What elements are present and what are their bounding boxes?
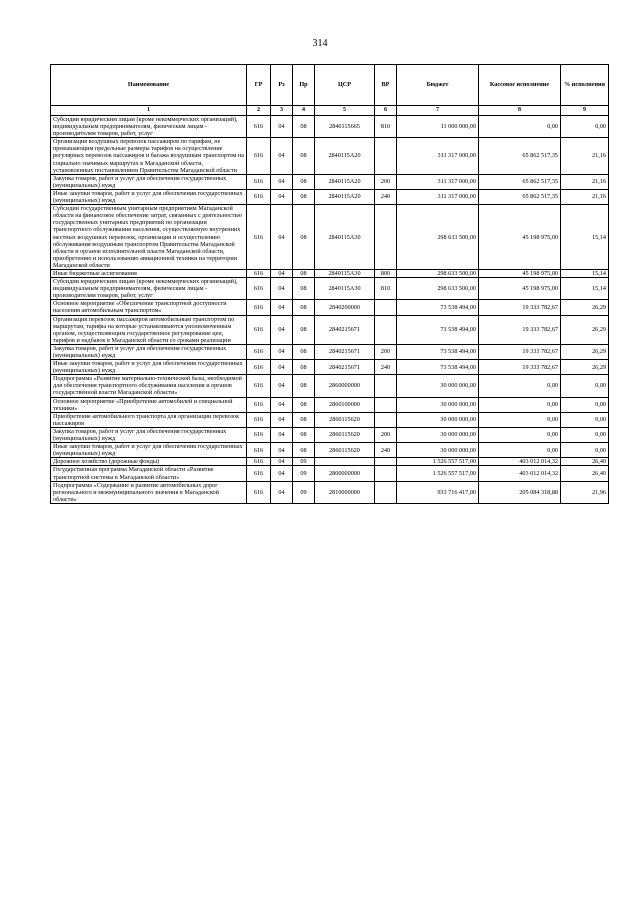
- cell-pr: 08: [293, 116, 315, 138]
- cell-cash-execution: 205 084 318,88: [479, 481, 561, 503]
- cell-rz: 04: [271, 315, 293, 344]
- table-header-row: [51, 65, 609, 106]
- cell-name: Закупка товаров, работ и услуг для обеспечения государственных (муниципальных) нужд: [51, 344, 247, 359]
- cell-rz: 04: [271, 174, 293, 189]
- cell-cash-execution: 65 862 517,35: [479, 189, 561, 204]
- table-body: [51, 116, 609, 504]
- cell-name: Организация перевозок пассажиров автомобильным транспортом по маршрутам, тарифы на которые устанавливаются уполномоченным органом, осуществляющим государственное регулирование цен, тарифов и надбавок в Магаданской области со сроками реализации: [51, 315, 247, 344]
- cell-budget: 1 526 557 517,00: [397, 466, 479, 481]
- cell-vr: [375, 397, 397, 412]
- cell-cash-execution: 19 333 782,67: [479, 300, 561, 315]
- cell-name: Подпрограмма «Развитие материально-технической базы, необходимой для обеспечения транспортного обслуживания населения и органов государственной власти Магаданской области»: [51, 375, 247, 397]
- cell-budget: 30 000 000,00: [397, 412, 479, 427]
- cell-percent: 15,14: [561, 205, 609, 270]
- cell-csr: 2810000000: [315, 481, 375, 503]
- table-row: [51, 360, 609, 375]
- header-gr: ГР: [247, 65, 271, 106]
- table-row: [51, 344, 609, 359]
- cell-percent: 0,00: [561, 443, 609, 458]
- cell-vr: [375, 300, 397, 315]
- cell-percent: 0,00: [561, 375, 609, 397]
- cell-rz: 04: [271, 269, 293, 277]
- cell-name: Закупка товаров, работ и услуг для обеспечения государственных (муниципальных) нужд: [51, 427, 247, 442]
- header-budget: Бюджет: [397, 65, 479, 106]
- cell-budget: 298 633 500,00: [397, 269, 479, 277]
- cell-percent: 21,16: [561, 174, 609, 189]
- cell-gr: 616: [247, 138, 271, 174]
- header-name: Наименование: [51, 65, 247, 106]
- cell-vr: 240: [375, 360, 397, 375]
- cell-csr: 2840215671: [315, 344, 375, 359]
- header-vr: ВР: [375, 65, 397, 106]
- cell-pr: 08: [293, 278, 315, 300]
- cell-budget: 73 538 494,00: [397, 344, 479, 359]
- cell-pr: 08: [293, 300, 315, 315]
- budget-execution-table: [50, 64, 609, 504]
- cell-vr: [375, 205, 397, 270]
- cell-budget: 73 538 494,00: [397, 315, 479, 344]
- table-row: [51, 116, 609, 138]
- cell-csr: 2840115665: [315, 116, 375, 138]
- cell-gr: 616: [247, 458, 271, 466]
- cell-vr: 800: [375, 269, 397, 277]
- cell-pr: 08: [293, 189, 315, 204]
- cell-cash-execution: 45 198 975,00: [479, 205, 561, 270]
- cell-budget: 311 317 000,00: [397, 174, 479, 189]
- cell-vr: 810: [375, 278, 397, 300]
- table-row: [51, 397, 609, 412]
- cell-csr: 2840115А20: [315, 174, 375, 189]
- cell-vr: 240: [375, 189, 397, 204]
- cell-vr: 240: [375, 443, 397, 458]
- cell-vr: [375, 375, 397, 397]
- table-row: [51, 375, 609, 397]
- page-number: 314: [312, 38, 328, 49]
- table-row: [51, 269, 609, 277]
- cell-gr: 616: [247, 412, 271, 427]
- cell-percent: 21,16: [561, 138, 609, 174]
- cell-rz: 04: [271, 412, 293, 427]
- cell-gr: 616: [247, 397, 271, 412]
- cell-csr: 2840115А30: [315, 205, 375, 270]
- cell-csr: 2840115А20: [315, 189, 375, 204]
- header-rz: Рз: [271, 65, 293, 106]
- cell-pr: 09: [293, 466, 315, 481]
- cell-pr: 08: [293, 397, 315, 412]
- cell-budget: 311 317 000,00: [397, 138, 479, 174]
- cell-pr: 08: [293, 315, 315, 344]
- cell-rz: 04: [271, 375, 293, 397]
- column-number: 9: [561, 106, 609, 116]
- cell-percent: 15,14: [561, 269, 609, 277]
- cell-name: Основное мероприятие «Обеспечение транспортной доступности населения автомобильным транспортом»: [51, 300, 247, 315]
- cell-percent: 0,00: [561, 412, 609, 427]
- cell-percent: 15,14: [561, 278, 609, 300]
- table-row: [51, 458, 609, 466]
- cell-cash-execution: 45 198 975,00: [479, 278, 561, 300]
- cell-gr: 616: [247, 269, 271, 277]
- table-row: [51, 278, 609, 300]
- cell-cash-execution: 403 012 014,32: [479, 458, 561, 466]
- cell-budget: 933 716 417,00: [397, 481, 479, 503]
- cell-vr: [375, 466, 397, 481]
- cell-percent: 0,00: [561, 397, 609, 412]
- cell-pr: 09: [293, 458, 315, 466]
- table-row: [51, 481, 609, 503]
- cell-budget: 73 538 494,00: [397, 360, 479, 375]
- cell-csr: 2840115А30: [315, 278, 375, 300]
- cell-gr: 616: [247, 189, 271, 204]
- table-row: [51, 205, 609, 270]
- cell-gr: 616: [247, 466, 271, 481]
- cell-percent: 26,40: [561, 458, 609, 466]
- cell-budget: 1 526 557 517,00: [397, 458, 479, 466]
- column-number: 3: [271, 106, 293, 116]
- cell-pr: 08: [293, 360, 315, 375]
- cell-gr: 616: [247, 443, 271, 458]
- cell-percent: 26,40: [561, 466, 609, 481]
- cell-percent: 26,29: [561, 300, 609, 315]
- cell-csr: 2840115А20: [315, 138, 375, 174]
- cell-budget: 30 000 000,00: [397, 427, 479, 442]
- cell-gr: 616: [247, 300, 271, 315]
- cell-budget: 73 538 494,00: [397, 300, 479, 315]
- cell-rz: 04: [271, 205, 293, 270]
- cell-csr: 2860115620: [315, 412, 375, 427]
- cell-csr: [315, 458, 375, 466]
- cell-gr: 616: [247, 278, 271, 300]
- cell-budget: 30 000 000,00: [397, 375, 479, 397]
- cell-vr: 200: [375, 427, 397, 442]
- cell-vr: [375, 481, 397, 503]
- cell-vr: 200: [375, 174, 397, 189]
- cell-rz: 04: [271, 427, 293, 442]
- cell-vr: [375, 458, 397, 466]
- cell-name: Субсидии юридическим лицам (кроме некоммерческих организаций), индивидуальным предпринимателям, физическим лицам - производителям товаров, работ, услуг: [51, 278, 247, 300]
- table-row: [51, 138, 609, 174]
- cell-gr: 616: [247, 360, 271, 375]
- cell-name: Организация воздушных перевозок пассажиров по тарифам, не превышающим предельные размеры тарифов на осуществление регулярных перевозок пассажиров и багажа воздушным транспортом на социально значимых маршрутах в Магаданской области, установленных постановлением Правительства Магаданской области: [51, 138, 247, 174]
- cell-csr: 2840215671: [315, 315, 375, 344]
- cell-pr: 08: [293, 443, 315, 458]
- cell-rz: 04: [271, 300, 293, 315]
- cell-csr: 2840115А30: [315, 269, 375, 277]
- cell-csr: 2860115620: [315, 427, 375, 442]
- table-row: [51, 315, 609, 344]
- column-number: 8: [479, 106, 561, 116]
- cell-rz: 04: [271, 466, 293, 481]
- header-csr: ЦСР: [315, 65, 375, 106]
- cell-pr: 08: [293, 412, 315, 427]
- column-number: 1: [51, 106, 247, 116]
- cell-name: Иные закупки товаров, работ и услуг для обеспечения государственных (муниципальных) нужд: [51, 189, 247, 204]
- column-number: 6: [375, 106, 397, 116]
- cell-rz: 04: [271, 344, 293, 359]
- cell-csr: 2860115620: [315, 443, 375, 458]
- cell-gr: 616: [247, 116, 271, 138]
- cell-vr: 200: [375, 344, 397, 359]
- table-row: [51, 427, 609, 442]
- cell-rz: 04: [271, 189, 293, 204]
- cell-gr: 616: [247, 174, 271, 189]
- cell-name: Приобретение автомобильного транспорта для организации перевозок пассажиров: [51, 412, 247, 427]
- cell-cash-execution: 65 862 517,35: [479, 174, 561, 189]
- cell-rz: 04: [271, 481, 293, 503]
- cell-csr: 2800000000: [315, 466, 375, 481]
- cell-budget: 311 317 000,00: [397, 189, 479, 204]
- table-row: [51, 300, 609, 315]
- cell-rz: 04: [271, 278, 293, 300]
- cell-percent: 0,00: [561, 427, 609, 442]
- cell-pr: 08: [293, 427, 315, 442]
- cell-gr: 616: [247, 205, 271, 270]
- cell-cash-execution: 0,00: [479, 397, 561, 412]
- cell-rz: 04: [271, 138, 293, 174]
- column-number: 2: [247, 106, 271, 116]
- cell-name: Основное мероприятие «Приобретение автомобилей и специальной техники»: [51, 397, 247, 412]
- table-row: [51, 466, 609, 481]
- cell-cash-execution: 0,00: [479, 375, 561, 397]
- cell-cash-execution: 19 333 782,67: [479, 360, 561, 375]
- header-percent-execution: % исполнения: [561, 65, 609, 106]
- cell-rz: 04: [271, 443, 293, 458]
- cell-csr: 2860100000: [315, 397, 375, 412]
- cell-csr: 2840215671: [315, 360, 375, 375]
- cell-budget: 298 633 500,00: [397, 278, 479, 300]
- column-number: 4: [293, 106, 315, 116]
- cell-percent: 26,29: [561, 344, 609, 359]
- cell-pr: 08: [293, 205, 315, 270]
- cell-cash-execution: 0,00: [479, 116, 561, 138]
- cell-name: Иные закупки товаров, работ и услуг для обеспечения государственных (муниципальных) нужд: [51, 443, 247, 458]
- cell-pr: 08: [293, 138, 315, 174]
- cell-rz: 04: [271, 397, 293, 412]
- cell-cash-execution: 19 333 782,67: [479, 344, 561, 359]
- cell-budget: 298 633 500,00: [397, 205, 479, 270]
- table-row: [51, 412, 609, 427]
- cell-vr: [375, 138, 397, 174]
- cell-pr: 08: [293, 174, 315, 189]
- cell-gr: 616: [247, 344, 271, 359]
- table-row: [51, 443, 609, 458]
- cell-gr: 616: [247, 315, 271, 344]
- header-pr: Пр: [293, 65, 315, 106]
- table-row: [51, 189, 609, 204]
- header-cash-execution: Кассовое исполнение: [479, 65, 561, 106]
- cell-cash-execution: 403 012 014,32: [479, 466, 561, 481]
- cell-rz: 04: [271, 116, 293, 138]
- cell-vr: 810: [375, 116, 397, 138]
- cell-budget: 11 000 000,00: [397, 116, 479, 138]
- cell-name: Иные закупки товаров, работ и услуг для обеспечения государственных (муниципальных) нужд: [51, 360, 247, 375]
- cell-name: Закупка товаров, работ и услуг для обеспечения государственных (муниципальных) нужд: [51, 174, 247, 189]
- cell-rz: 04: [271, 360, 293, 375]
- cell-percent: 26,29: [561, 360, 609, 375]
- cell-gr: 616: [247, 375, 271, 397]
- column-number: 7: [397, 106, 479, 116]
- cell-percent: 21,16: [561, 189, 609, 204]
- column-number: 5: [315, 106, 375, 116]
- cell-csr: 2840200000: [315, 300, 375, 315]
- cell-name: Субсидии юридическим лицам (кроме некоммерческих организаций), индивидуальным предпринимателям, физическим лицам - производителям товаров, работ, услуг: [51, 116, 247, 138]
- cell-cash-execution: 45 198 975,00: [479, 269, 561, 277]
- cell-csr: 2860000000: [315, 375, 375, 397]
- table-row: [51, 174, 609, 189]
- cell-budget: 30 000 000,00: [397, 443, 479, 458]
- cell-gr: 616: [247, 427, 271, 442]
- cell-pr: 09: [293, 481, 315, 503]
- cell-pr: 08: [293, 375, 315, 397]
- cell-name: Государственная программа Магаданской области «Развитие транспортной системы в Магаданской области»: [51, 466, 247, 481]
- column-number-row: [51, 106, 609, 116]
- cell-vr: [375, 315, 397, 344]
- cell-pr: 08: [293, 269, 315, 277]
- cell-cash-execution: 0,00: [479, 412, 561, 427]
- cell-cash-execution: 0,00: [479, 443, 561, 458]
- cell-name: Дорожное хозяйство (дорожные фонды): [51, 458, 247, 466]
- cell-name: Подпрограмма «Содержание и развитие автомобильных дорог регионального и межмуниципального значения в Магаданской области»: [51, 481, 247, 503]
- cell-name: Субсидии государственным унитарным предприятиям Магаданской области на финансовое обеспечение затрат, связанных с деятельностью государственных унитарных предприятий по организации транспортного обслуживания населения, осуществляемую внутренних местных воздушных перевозок, организации и осуществлению обслуживания воздушным транспортом Правительства Магаданской области и органов исполнительной власти Магаданской области, приобретению и использованию авиационной техники на территории Магаданской области: [51, 205, 247, 270]
- cell-name: Иные бюджетные ассигнования: [51, 269, 247, 277]
- cell-cash-execution: 19 333 782,67: [479, 315, 561, 344]
- cell-cash-execution: 65 862 517,35: [479, 138, 561, 174]
- cell-gr: 616: [247, 481, 271, 503]
- cell-cash-execution: 0,00: [479, 427, 561, 442]
- cell-vr: [375, 412, 397, 427]
- cell-percent: 26,29: [561, 315, 609, 344]
- cell-percent: 0,00: [561, 116, 609, 138]
- cell-percent: 21,96: [561, 481, 609, 503]
- cell-rz: 04: [271, 458, 293, 466]
- cell-pr: 08: [293, 344, 315, 359]
- cell-budget: 30 000 000,00: [397, 397, 479, 412]
